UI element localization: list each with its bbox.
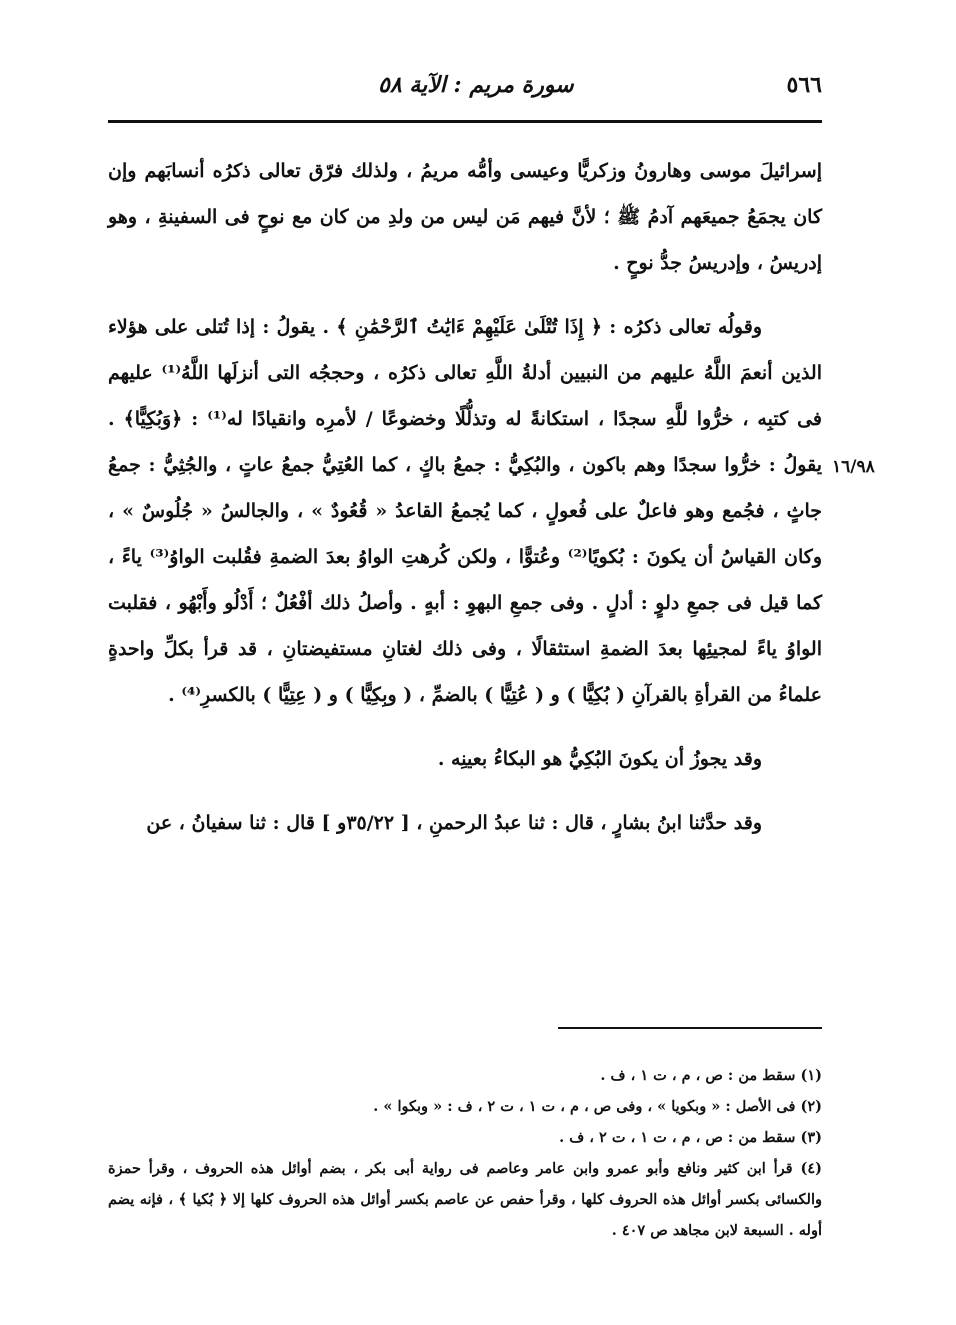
footnote: (٢) فى الأصل : « وبكويا » ، وفى ص ، م ، ت ١ ، ت ٢ ، ف : « وبكوا » . bbox=[373, 1098, 822, 1115]
page-header bbox=[108, 68, 822, 112]
body-paragraph: وقد يجوزُ أن يكونَ البُكِيُّ هو البكاءُ بعينِه . bbox=[437, 748, 762, 770]
body-text bbox=[108, 148, 822, 846]
body-paragraph: وقولُه تعالى ذكرُه : ﴿ إِذَا تُتْلَىٰ عَلَيْهِمْ ءَايَٰتُ ٱلرَّحْمَٰنِ ﴾ . يقولُ : إذا تُتلى على هؤلاء الذين أنعمَ اللَّهُ عليهم من النبيين أدلةُ اللَّهِ تعالى ذكرُه ، وحججُه التى أنزلَها اللَّهُ⁽¹⁾ عليهم فى كتبِه ، خرُّوا للَّهِ سجدًا ، استكانةً له وتذلُّلًا وخضوعًا / لأمرِه وانقيادًا له⁽¹⁾ : ﴿وَبُكِيًّا﴾ . يقولُ : خرُّوا سجدًا وهم باكون ، والبُكِيُّ : جمعُ باكٍ ، كما العُتِيُّ جمعُ عاتٍ ، والجُثِيُّ : جمعُ جاثٍ ، فجُمع وهو فاعلٌ على فُعولٍ ، كما يُجمعُ القاعدُ « قُعُودٌ » ، والجالسُ « جُلُوسٌ » ، وكان القياسُ أن يكونَ : بُكويًا⁽²⁾ وعُتوًّا ، ولكن كُرهتِ الواوُ بعدَ الضمةِ فقُلبت الواوُ⁽³⁾ ياءً ، كما قيل فى جمعِ دلوٍ : أدلٍ . وفى جمعِ البهوِ : أبهٍ . وأصلُ ذلك أفْعُلٌ ؛ أَدْلُو وأَبْهُو ، فقلبت الواوُ ياءً لمجيئِها بعدَ الضمةِ استثقالًا ، وفى ذلك لغتانِ مستفيضتانِ ، قد قرأ بكلِّ واحدةٍ علماءُ من القرأةِ بالقرآنِ ( بُكِيًّا ) و ( عُتِيًّا ) بالضمِّ ، ( وبِكِيًّا ) و ( عِتِيًّا ) بالكسرِ⁽⁴⁾ . bbox=[108, 316, 822, 706]
footnote-separator bbox=[558, 1027, 822, 1029]
footnote: (٤) قرأ ابن كثير ونافع وأبو عمرو وابن عامر وعاصم فى رواية أبى بكر ، بضم أوائل هذه الحروف ، وقرأ حمزة والكسائى بكسر أوائل هذه الحروف كلها ، وقرأ حفص عن عاصم بكسر أوائل هذه الحروف كلها إلا ﴿ بُكيا ﴾ ، فإنه يضم أوله . السبعة لابن مجاهد ص ٤٠٧ . bbox=[108, 1160, 822, 1239]
footnote: (١) سقط من : ص ، م ، ت ١ ، ف . bbox=[600, 1067, 822, 1084]
header-rule bbox=[108, 120, 822, 123]
marginal-reference: ١٦/٩٨ bbox=[832, 457, 875, 477]
body-paragraph: وقد حدَّثنا ابنُ بشارٍ ، قال : ثنا عبدُ الرحمنِ ، [ ٣٥/٢٢و ] قال : ثنا سفيانُ ، عن bbox=[146, 812, 762, 834]
footnote: (٣) سقط من : ص ، م ، ت ١ ، ت ٢ ، ف . bbox=[559, 1129, 822, 1146]
footnotes bbox=[108, 1060, 822, 1246]
running-title: سورة مريم : الآية ٥٨ bbox=[378, 72, 574, 98]
body-paragraph: إسرائيلَ موسى وهارونُ وزكريًّا وعيسى وأمُّه مريمُ ، ولذلك فرّق تعالى ذكرُه أنسابَهم وإن كان يجمَعُ جميعَهم آدمُ ﷺ ؛ لأنَّ فيهم مَن ليس من ولدِ من كان مع نوحٍ فى السفينةِ ، وهو إدريسُ ، وإدريسُ جدُّ نوحٍ . bbox=[108, 160, 822, 274]
page-number: ٥٦٦ bbox=[786, 72, 822, 98]
